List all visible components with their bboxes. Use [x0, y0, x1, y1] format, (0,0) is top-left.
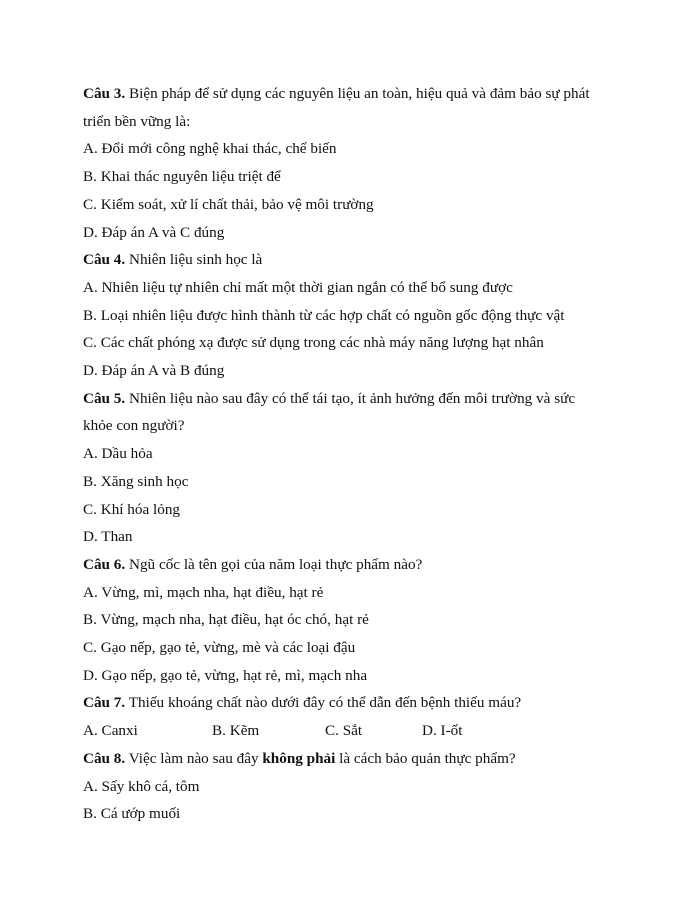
question-3-stem-text-1: Biện pháp để sử dụng các nguyên liệu an toàn, hiệu quả và đảm bảo sự phát — [125, 85, 590, 102]
question-7-stem-line-1 — [83, 689, 623, 717]
question-7-option-b: B. Kẽm — [212, 722, 260, 740]
question-3-stem-line-2: triển bền vững là: — [83, 112, 191, 130]
question-8-stem-before: Việc làm nào sau đây — [125, 749, 263, 767]
question-6-label: Câu 6. — [83, 555, 126, 573]
question-8 — [83, 745, 623, 828]
question-3-stem-line-1 — [83, 80, 623, 108]
question-3 — [83, 80, 623, 246]
question-8-stem-line-1 — [83, 745, 623, 773]
question-5-option-c: C. Khí hóa lỏng — [83, 500, 181, 518]
question-4-label: Câu 4. — [83, 251, 126, 269]
question-3-option-d: D. Đáp án A và C đúng — [83, 223, 225, 241]
question-6-option-b: B. Vừng, mạch nha, hạt điều, hạt óc chó, hạt rẻ — [83, 611, 369, 629]
question-7-option-c: C. Sắt — [325, 722, 363, 740]
question-4-option-c: C. Các chất phóng xạ được sử dụng trong các nhà máy năng lượng hạt nhân — [83, 334, 544, 352]
question-3-option-c: C. Kiểm soát, xử lí chất thải, bảo vệ môi trường — [83, 195, 374, 213]
question-5 — [83, 385, 623, 551]
question-7-option-d: D. I-ốt — [422, 722, 463, 740]
question-3-option-b: B. Khai thác nguyên liệu triệt để — [83, 168, 281, 186]
question-3-label: Câu 3. — [83, 85, 126, 102]
question-7-option-a: A. Canxi — [83, 722, 138, 740]
question-8-option-b: B. Cá ướp muối — [83, 805, 181, 823]
question-5-option-d: D. Than — [83, 528, 133, 546]
question-6-option-a: A. Vừng, mì, mạch nha, hạt điều, hạt rẻ — [83, 583, 324, 601]
question-5-label: Câu 5. — [83, 389, 126, 407]
question-8-label: Câu 8. — [83, 749, 126, 767]
question-5-stem-line-1 — [83, 385, 623, 413]
document-page — [83, 80, 623, 828]
question-6-option-c: C. Gạo nếp, gạo tẻ, vừng, mè và các loại đậu — [83, 639, 356, 657]
question-4-option-a: A. Nhiên liệu tự nhiên chỉ mất một thời gian ngắn có thể bổ sung được — [83, 278, 513, 296]
question-5-option-a: A. Dầu hỏa — [83, 445, 153, 463]
question-4-option-b: B. Loại nhiên liệu được hình thành từ các hợp chất có nguồn gốc động thực vật — [83, 306, 565, 324]
question-7-options-row — [83, 717, 623, 745]
question-4 — [83, 246, 623, 385]
question-5-option-b: B. Xăng sinh học — [83, 472, 189, 490]
question-7-label: Câu 7. — [83, 694, 126, 712]
question-8-stem-after: là cách bảo quản thực phẩm? — [335, 749, 516, 767]
question-5-stem-text-1: Nhiên liệu nào sau đây có thể tái tạo, ít ảnh hưởng đến môi trường và sức — [125, 389, 576, 407]
question-7 — [83, 689, 623, 744]
question-6 — [83, 551, 623, 690]
question-8-option-a: A. Sấy khô cá, tôm — [83, 777, 200, 795]
question-4-option-d: D. Đáp án A và B đúng — [83, 362, 225, 380]
question-6-option-d: D. Gạo nếp, gạo tẻ, vừng, hạt rẻ, mì, mạch nha — [83, 666, 368, 684]
question-8-stem-emphasis: không phải — [262, 749, 336, 767]
question-5-stem-line-2: khỏe con người? — [83, 417, 185, 435]
question-3-option-a: A. Đổi mới công nghệ khai thác, chế biến — [83, 140, 337, 158]
question-6-stem-text-1: Ngũ cốc là tên gọi của năm loại thực phẩm nào? — [125, 555, 423, 573]
question-4-stem-line-1 — [83, 246, 623, 274]
question-4-stem-text-1: Nhiên liệu sinh học là — [125, 251, 263, 269]
question-6-stem-line-1 — [83, 551, 623, 579]
question-7-stem-text-1: Thiếu khoáng chất nào dưới đây có thể dẫn đến bệnh thiếu máu? — [125, 694, 522, 712]
